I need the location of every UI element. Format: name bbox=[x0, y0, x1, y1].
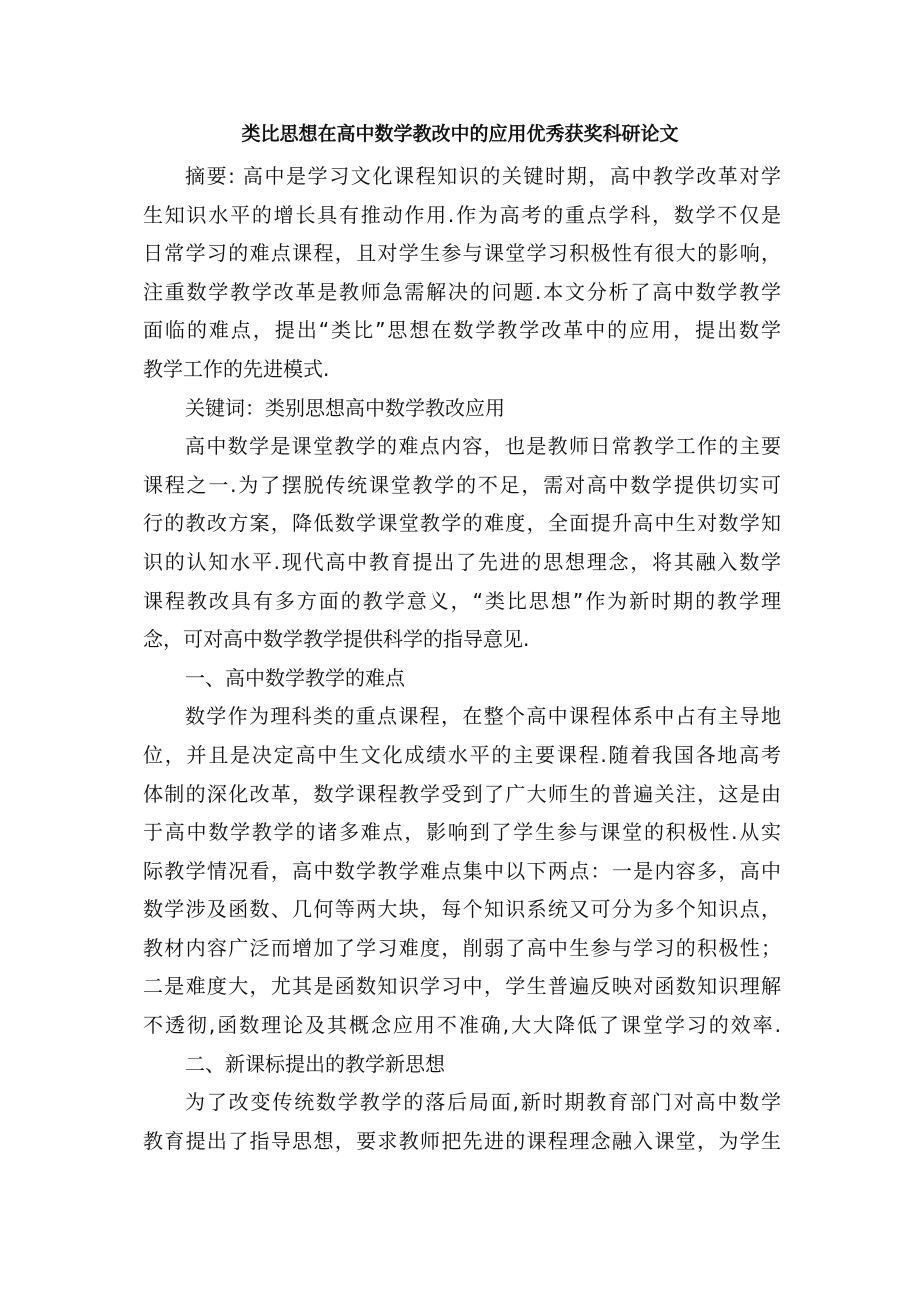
text-line: 教育提出了指导思想，要求教师把先进的课程理念融入课堂，为学生 bbox=[143, 1128, 781, 1153]
text-line: 识的认知水平.现代高中教育提出了先进的思想理念，将其融入数学 bbox=[143, 549, 781, 574]
text-line: 数学涉及函数、几何等两大块，每个知识系统又可分为多个知识点， bbox=[143, 897, 781, 922]
text-line: 二是难度大，尤其是函数知识学习中，学生普遍反映对函数知识理解 bbox=[143, 974, 781, 999]
text-line: 生知识水平的增长具有推动作用.作为高考的重点学科，数学不仅是 bbox=[143, 202, 781, 227]
text-line: 念，可对高中数学教学提供科学的指导意见. bbox=[143, 627, 530, 652]
text-line: 教学工作的先进模式. bbox=[143, 356, 330, 381]
text-line: 课程之一.为了摆脱传统课堂教学的不足，需对高中数学提供切实可 bbox=[143, 472, 781, 497]
text-line: 数学作为理科类的重点课程，在整个高中课程体系中占有主导地 bbox=[185, 704, 781, 729]
text-line: 际教学情况看，高中数学教学难点集中以下两点：一是内容多，高中 bbox=[143, 858, 781, 883]
text-line: 高中数学是课堂教学的难点内容，也是教师日常教学工作的主要 bbox=[185, 434, 781, 459]
text-line: 行的教改方案，降低数学课堂教学的难度，全面提升高中生对数学知 bbox=[143, 511, 781, 536]
text-line: 一、高中数学教学的难点 bbox=[185, 665, 405, 690]
text-line: 教材内容广泛而增加了学习难度，削弱了高中生参与学习的积极性； bbox=[143, 935, 781, 960]
text-line: 摘要: 高中是学习文化课程知识的关键时期，高中教学改革对学 bbox=[185, 164, 781, 188]
text-line: 体制的深化改革，数学课程教学受到了广大师生的普遍关注，这是由 bbox=[143, 781, 781, 806]
document-body bbox=[143, 160, 781, 1163]
text-line: 为了改变传统数学教学的落后局面,新时期教育部门对高中数学 bbox=[185, 1090, 781, 1115]
text-line: 位，并且是决定高中生文化成绩水平的主要课程.随着我国各地高考 bbox=[143, 742, 781, 767]
text-line: 于高中数学教学的诸多难点，影响到了学生参与课堂的积极性.从实 bbox=[143, 820, 781, 845]
text-line: 关键词：类别思想高中数学教改应用 bbox=[185, 395, 505, 420]
text-line: 不透彻,函数理论及其概念应用不准确,大大降低了课堂学习的效率. bbox=[143, 1013, 781, 1038]
text-line: 注重数学教学改革是教师急需解决的问题.本文分析了高中数学教学 bbox=[143, 279, 781, 304]
text-line: 二、新课标提出的教学新思想 bbox=[185, 1051, 445, 1076]
document-title: 类比思想在高中数学教改中的应用优秀获奖科研论文 bbox=[241, 123, 679, 145]
text-line: 日常学习的难点课程，且对学生参与课堂学习积极性有很大的影响， bbox=[143, 241, 781, 266]
text-line: 面临的难点，提出“类比”思想在数学教学改革中的应用，提出数学 bbox=[143, 318, 781, 343]
text-line: 课程教改具有多方面的教学意义，“类比思想”作为新时期的教学理 bbox=[143, 588, 781, 613]
